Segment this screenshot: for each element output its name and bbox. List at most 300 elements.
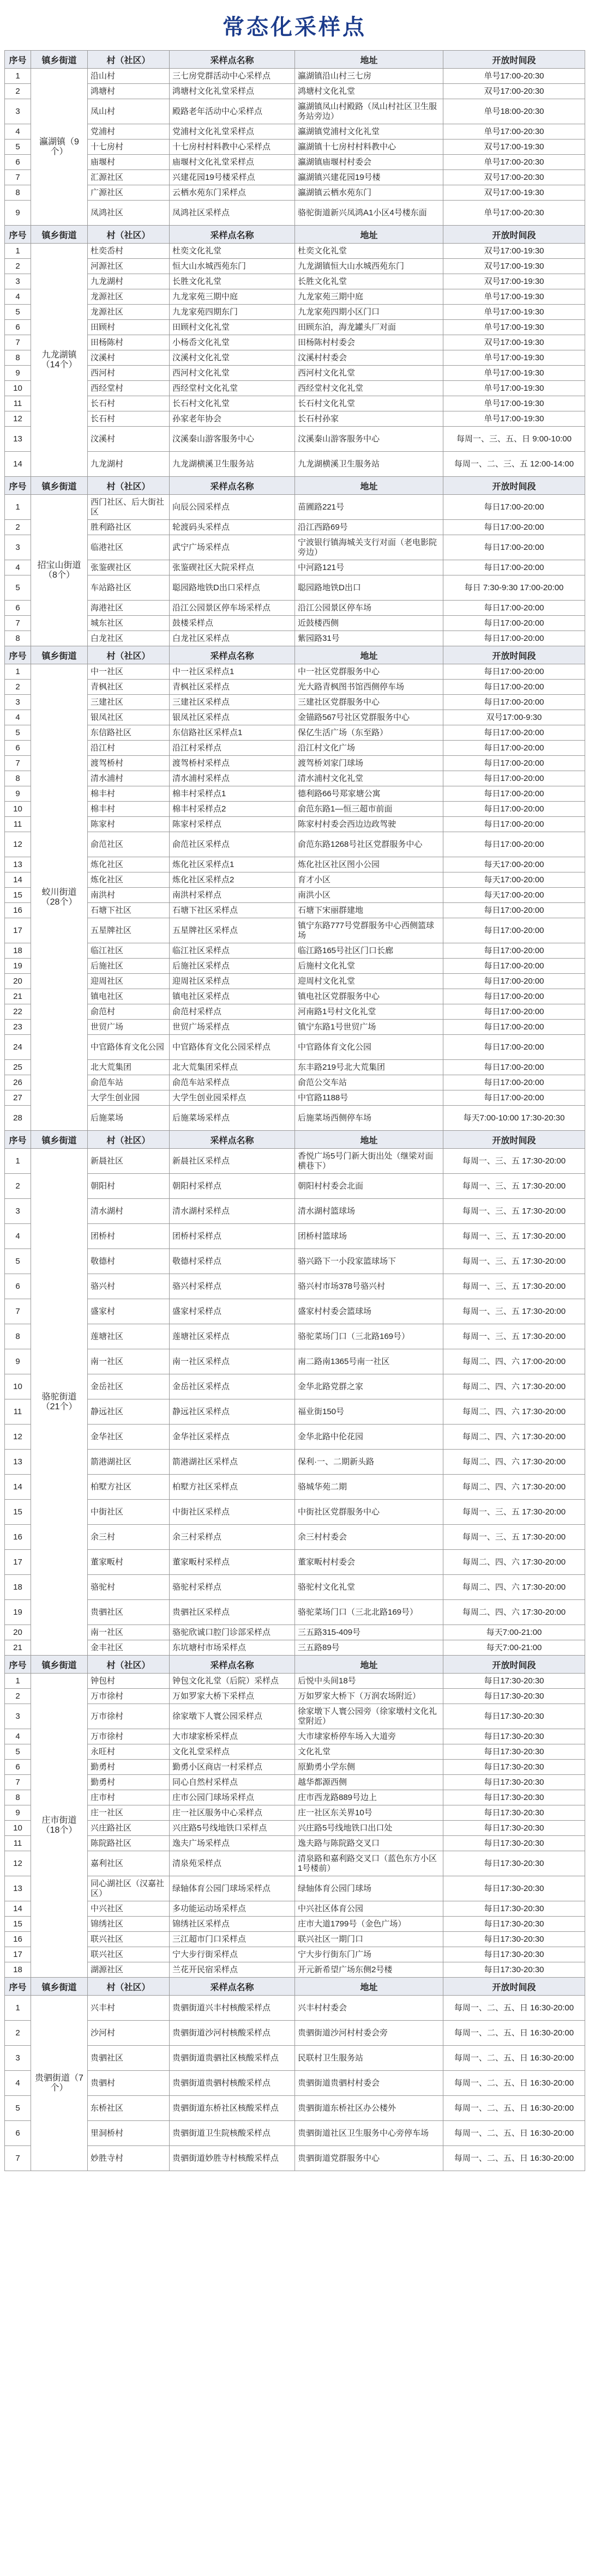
time-cell: 单号17:00-19:30 [443,320,585,335]
village-cell: 炼化社区 [88,857,170,872]
site-cell: 庄市公园门球场采样点 [170,1790,295,1805]
village-header: 村（社区） [88,1131,170,1149]
site-cell: 三七房党群活动中心采样点 [170,69,295,84]
site-cell: 贵驷街道兴丰村核酸采样点 [170,1996,295,2021]
village-cell: 大学生创业园 [88,1090,170,1106]
site-cell: 向辰公园采样点 [170,495,295,520]
table-row [5,1004,585,1020]
table-header-row [5,226,585,244]
site-cell: 金岳社区采样点 [170,1374,295,1399]
time-cell: 每周一、三、五 17:30-20:00 [443,1299,585,1324]
address-cell: 后施菜场西侧停车场 [295,1106,443,1131]
site-cell: 贵驷街道贵驷社区核酸采样点 [170,2046,295,2071]
address-header: 地址 [295,477,443,495]
time-cell: 每周一、三、五、日 9:00-10:00 [443,427,585,452]
seq-cell: 6 [5,2121,31,2146]
seq-cell: 13 [5,1876,31,1901]
site-cell: 鼓楼采样点 [170,616,295,631]
seq-cell: 4 [5,289,31,305]
seq-cell: 21 [5,1640,31,1656]
table-row [5,1349,585,1374]
table-row [5,1224,585,1249]
time-cell: 单号17:00-20:30 [443,155,585,170]
time-cell: 每周一、二、五、日 16:30-20:00 [443,2046,585,2071]
address-cell: 徐家墩下人寰公园旁（徐家墩村文化礼堂附近） [295,1704,443,1729]
village-cell: 三建社区 [88,695,170,710]
title-area [0,0,589,50]
site-cell: 中一社区采样点1 [170,664,295,680]
address-cell: 大市埭家桥停车场入大道旁 [295,1729,443,1744]
address-cell: 万如罗家大桥下（万润农场附近） [295,1689,443,1704]
address-cell: 长胜文化礼堂 [295,274,443,289]
site-cell: 沿江公园景区停车场采样点 [170,601,295,616]
seq-cell: 5 [5,305,31,320]
site-cell: 莲塘社区采样点 [170,1324,295,1349]
site-cell: 贵驷街道沙河村核酸采样点 [170,2021,295,2046]
time-cell: 单号17:00-19:30 [443,350,585,366]
village-cell: 十七房村 [88,140,170,155]
seq-cell: 6 [5,320,31,335]
site-cell: 东信路社区采样点1 [170,725,295,741]
village-cell: 金丰社区 [88,1640,170,1656]
seq-cell: 9 [5,201,31,226]
time-cell: 每日17:00-20:00 [443,1060,585,1075]
address-cell: 清泉路和嘉利路交叉口（蓝色东方小区1号楼前） [295,1851,443,1876]
time-cell: 每日17:00-20:00 [443,943,585,959]
time-cell: 每日17:30-20:30 [443,1917,585,1932]
site-cell: 轮渡码头采样点 [170,520,295,535]
table-row [5,1704,585,1729]
village-cell: 张鉴碶社区 [88,560,170,575]
address-cell: 东丰路219号北大荒集团 [295,1060,443,1075]
page-title: 常态化采样点 [223,15,366,39]
seq-cell: 17 [5,1947,31,1962]
table-row [5,2046,585,2071]
village-cell: 陈家村 [88,817,170,832]
time-cell: 每周一、二、五、日 16:30-20:00 [443,2096,585,2121]
time-cell: 每日17:00-20:00 [443,664,585,680]
address-header: 地址 [295,1131,443,1149]
site-cell: 九龙家苑四期东门 [170,305,295,320]
address-cell: 清水浦村文化礼堂 [295,771,443,786]
seq-cell: 14 [5,1475,31,1500]
site-cell: 俞范车站采样点 [170,1075,295,1090]
table-row [5,1550,585,1575]
address-cell: 瀛湖镇云栖水苑东门 [295,185,443,201]
seq-cell: 7 [5,2146,31,2171]
address-cell: 清水湖村篮球场 [295,1199,443,1224]
seq-cell: 9 [5,1805,31,1821]
address-cell: 瀛湖镇党浦村文化礼堂 [295,124,443,140]
address-cell: 德利路66号郑家塘公寓 [295,786,443,802]
table-header-row [5,646,585,664]
village-cell: 贵驷社区 [88,1600,170,1625]
table-header-row [5,1131,585,1149]
address-cell: 金锚路567号社区党群服务中心 [295,710,443,725]
seq-header: 序号 [5,1978,31,1996]
seq-cell: 14 [5,872,31,888]
seq-cell: 10 [5,802,31,817]
time-cell: 每天17:00-20:00 [443,888,585,903]
seq-cell: 2 [5,1174,31,1199]
time-cell: 每周一、二、五、日 16:30-20:00 [443,2071,585,2096]
seq-cell: 14 [5,452,31,477]
town-header: 镇乡街道 [31,1131,88,1149]
address-cell: 贵驷街道东桥社区办公楼外 [295,2096,443,2121]
village-header: 村（社区） [88,1978,170,1996]
address-cell: 沿江西路69号 [295,520,443,535]
table-row [5,1962,585,1978]
address-cell: 田杨陈村村委会 [295,335,443,350]
table-row [5,1425,585,1450]
village-cell: 骆兴村 [88,1274,170,1299]
address-cell: 长石村文化礼堂 [295,396,443,411]
table-row [5,1399,585,1425]
address-cell: 长石村孙家 [295,411,443,427]
village-cell: 盛家村 [88,1299,170,1324]
address-cell: 中兴社区体育公园 [295,1901,443,1917]
village-cell: 汶溪村 [88,350,170,366]
site-cell: 俞范村采样点 [170,1004,295,1020]
address-cell: 渡驾桥刘家门球场 [295,756,443,771]
time-cell: 每日17:30-20:30 [443,1760,585,1775]
seq-cell: 20 [5,974,31,989]
seq-cell: 2 [5,520,31,535]
time-cell: 每日17:00-20:00 [443,802,585,817]
village-cell: 中官路体育文化公园 [88,1035,170,1060]
site-cell: 西河村文化礼堂 [170,366,295,381]
site-cell: 万如罗家大桥下采样点 [170,1689,295,1704]
site-header: 采样点名称 [170,51,295,69]
village-cell: 世贸广场 [88,1020,170,1035]
seq-cell: 2 [5,259,31,274]
table-row [5,1836,585,1851]
site-cell: 十七房村村料教中心采样点 [170,140,295,155]
time-cell: 每周二、四、六 17:00-20:00 [443,1349,585,1374]
time-cell: 每周一、三、五 17:30-20:00 [443,1274,585,1299]
time-cell: 每日17:00-20:00 [443,631,585,646]
seq-header: 序号 [5,226,31,244]
village-cell: 广源社区 [88,185,170,201]
address-cell: 临江路165号社区门口长廊 [295,943,443,959]
village-cell: 车站路社区 [88,575,170,601]
address-cell: 瀛湖镇庙堰村村委会 [295,155,443,170]
address-cell: 福业街150号 [295,1399,443,1425]
site-cell: 恒大山水城西苑东门 [170,259,295,274]
site-cell: 九龙家苑三期中庭 [170,289,295,305]
village-cell: 胜利路社区 [88,520,170,535]
table-row [5,320,585,335]
table-row [5,680,585,695]
site-header: 采样点名称 [170,1978,295,1996]
village-cell: 俞范社区 [88,832,170,857]
site-cell: 兴庄路5号线地铁口采样点 [170,1821,295,1836]
time-cell: 双号17:00-20:30 [443,170,585,185]
village-cell: 朝阳村 [88,1174,170,1199]
seq-cell: 5 [5,140,31,155]
time-header: 开放时间段 [443,51,585,69]
seq-cell: 10 [5,381,31,396]
seq-cell: 4 [5,710,31,725]
village-cell: 余三村 [88,1525,170,1550]
address-cell: 保利·一、二期新头路 [295,1450,443,1475]
address-cell: 逸夫路与陈院路交叉口 [295,1836,443,1851]
seq-cell: 7 [5,1299,31,1324]
site-cell: 武宁广场采样点 [170,535,295,560]
village-cell: 兴丰村 [88,1996,170,2021]
town-header: 镇乡街道 [31,1656,88,1674]
site-cell: 文化礼堂采样点 [170,1744,295,1760]
address-cell: 南洪小区 [295,888,443,903]
time-cell: 双号17:00-19:30 [443,140,585,155]
seq-cell: 13 [5,857,31,872]
village-cell: 长石村 [88,411,170,427]
table-row [5,959,585,974]
time-header: 开放时间段 [443,1978,585,1996]
site-cell: 锦绣社区采样点 [170,1917,295,1932]
site-cell: 田顾村文化礼堂 [170,320,295,335]
time-cell: 每日17:00-20:00 [443,817,585,832]
site-cell: 镇电社区采样点 [170,989,295,1004]
site-cell: 云栖水苑东门采样点 [170,185,295,201]
table-row [5,1475,585,1500]
time-header: 开放时间段 [443,1131,585,1149]
table-row [5,1775,585,1790]
site-cell: 箭港湖社区采样点 [170,1450,295,1475]
address-cell: 九龙家苑三期中庭 [295,289,443,305]
table-row [5,244,585,259]
seq-cell: 15 [5,888,31,903]
town-header: 镇乡街道 [31,226,88,244]
village-cell: 俞范车站 [88,1075,170,1090]
time-cell: 每日17:00-20:00 [443,680,585,695]
time-cell: 每周二、四、六 17:30-20:00 [443,1399,585,1425]
village-cell: 银凤社区 [88,710,170,725]
address-cell: 汶溪秦山游客服务中心 [295,427,443,452]
seq-cell: 15 [5,1500,31,1525]
village-cell: 杜奕岙村 [88,244,170,259]
address-cell: 后悦中头间18号 [295,1674,443,1689]
time-cell: 每日17:00-20:00 [443,1035,585,1060]
seq-cell: 1 [5,244,31,259]
village-cell: 东信路社区 [88,725,170,741]
village-cell: 龙源社区 [88,289,170,305]
site-cell: 大市埭家桥采样点 [170,1729,295,1744]
seq-cell: 19 [5,1600,31,1625]
village-cell: 九龙湖村 [88,452,170,477]
site-cell: 贵驷街道东桥社区核酸采样点 [170,2096,295,2121]
time-header: 开放时间段 [443,1656,585,1674]
time-cell: 每日17:30-20:30 [443,1932,585,1947]
village-cell: 白龙社区 [88,631,170,646]
village-cell: 静远社区 [88,1399,170,1425]
site-cell: 朝阳村采样点 [170,1174,295,1199]
table-row [5,1249,585,1274]
address-cell: 镇电社区党群服务中心 [295,989,443,1004]
table-row [5,1805,585,1821]
village-cell: 永旺村 [88,1744,170,1760]
site-cell: 石塘下社区采样点 [170,903,295,918]
village-header: 村（社区） [88,51,170,69]
site-cell: 中官路体育文化公园采样点 [170,1035,295,1060]
village-header: 村（社区） [88,226,170,244]
address-cell: 兴庄路5号线地铁口出口处 [295,1821,443,1836]
address-cell: 三五路89号 [295,1640,443,1656]
table-row [5,155,585,170]
time-cell: 每日17:00-20:00 [443,601,585,616]
village-cell: 中街社区 [88,1500,170,1525]
address-cell: 骆兴村市场378号骆兴村 [295,1274,443,1299]
site-cell: 骆驼村采样点 [170,1575,295,1600]
site-cell: 南一社区采样点 [170,1349,295,1374]
time-header: 开放时间段 [443,477,585,495]
seq-cell: 20 [5,1625,31,1640]
time-cell: 每日17:00-20:00 [443,918,585,943]
village-cell: 敬德村 [88,1249,170,1274]
time-cell: 单号17:00-19:30 [443,366,585,381]
village-cell: 临江社区 [88,943,170,959]
address-cell: 越华都源西侧 [295,1775,443,1790]
address-cell: 九龙湖镇恒大山水城西苑东门 [295,259,443,274]
town-cell: 庄市街道（18个） [31,1674,88,1978]
time-cell: 双号17:00-19:30 [443,335,585,350]
table-row [5,140,585,155]
site-cell: 北大荒集团采样点 [170,1060,295,1075]
table-row [5,756,585,771]
time-cell: 每周一、三、五 17:30-20:00 [443,1199,585,1224]
address-cell: 开元新希望广场东侧2号楼 [295,1962,443,1978]
table-row [5,2146,585,2171]
seq-cell: 11 [5,396,31,411]
time-cell: 每日17:00-20:00 [443,741,585,756]
village-cell: 董家畈村 [88,1550,170,1575]
site-cell: 庄一社区服务中心采样点 [170,1805,295,1821]
village-header: 村（社区） [88,1656,170,1674]
village-cell: 万市徐村 [88,1729,170,1744]
time-cell: 每周一、三、五 17:30-20:00 [443,1324,585,1349]
time-cell: 每日17:30-20:30 [443,1901,585,1917]
address-header: 地址 [295,1656,443,1674]
address-cell: 瀛湖镇凤山村殿路（凤山村社区卫生服务站旁边） [295,99,443,124]
table-row [5,857,585,872]
time-cell: 单号18:00-20:30 [443,99,585,124]
site-cell: 凤鸿社区采样点 [170,201,295,226]
table-row [5,1060,585,1075]
village-cell: 沿江村 [88,741,170,756]
address-cell: 董家畈村村委会 [295,1550,443,1575]
time-cell: 单号17:00-20:30 [443,124,585,140]
address-cell: 陈家村村委会西边边政驾驶 [295,817,443,832]
table-row [5,725,585,741]
time-cell: 每天7:00-21:00 [443,1640,585,1656]
seq-cell: 8 [5,350,31,366]
address-cell: 余三村村委会 [295,1525,443,1550]
village-cell: 石塘下社区 [88,903,170,918]
table-row [5,888,585,903]
table-row [5,918,585,943]
town-cell: 贵驷街道（7个） [31,1996,88,2171]
table-row [5,832,585,857]
time-cell: 每周二、四、六 17:30-20:00 [443,1475,585,1500]
town-cell: 九龙湖镇（14个） [31,244,88,477]
seq-header: 序号 [5,51,31,69]
time-cell: 每周一、三、五 17:30-20:00 [443,1174,585,1199]
table-body [5,51,585,2171]
seq-cell: 16 [5,1525,31,1550]
address-cell: 香悦广场5号门新大街出处（继梁对面横巷下） [295,1149,443,1174]
time-cell: 每天17:00-20:00 [443,872,585,888]
table-row [5,535,585,560]
village-header: 村（社区） [88,646,170,664]
address-cell: 兴丰村村委会 [295,1996,443,2021]
seq-cell: 7 [5,335,31,350]
village-cell: 汇源社区 [88,170,170,185]
site-header: 采样点名称 [170,646,295,664]
address-cell: 贵驷街道党群服务中心 [295,2146,443,2171]
time-cell: 每日17:00-20:00 [443,989,585,1004]
time-cell: 每天7:00-21:00 [443,1625,585,1640]
site-cell: 青枫社区采样点 [170,680,295,695]
village-cell: 俞范村 [88,1004,170,1020]
seq-cell: 18 [5,1575,31,1600]
address-cell: 紫园路31号 [295,631,443,646]
table-row [5,2021,585,2046]
table-row [5,305,585,320]
seq-cell: 4 [5,1729,31,1744]
address-cell: 保亿生活广场（东至路） [295,725,443,741]
village-cell: 五星牌社区 [88,918,170,943]
village-cell: 西经堂村 [88,381,170,396]
village-cell: 万市徐村 [88,1689,170,1704]
address-cell: 金华北路中伦花园 [295,1425,443,1450]
time-cell: 单号17:00-20:30 [443,201,585,226]
village-cell: 沿山村 [88,69,170,84]
village-cell: 万市徐村 [88,1704,170,1729]
seq-cell: 8 [5,771,31,786]
village-cell: 里洞桥村 [88,2121,170,2146]
seq-cell: 4 [5,560,31,575]
seq-cell: 1 [5,1674,31,1689]
time-cell: 每日17:30-20:30 [443,1821,585,1836]
table-row [5,1947,585,1962]
site-cell: 俞范社区采样点 [170,832,295,857]
village-cell: 清水浦村 [88,771,170,786]
seq-cell: 8 [5,185,31,201]
site-cell: 同心自然村采样点 [170,1775,295,1790]
time-cell: 单号17:00-20:30 [443,69,585,84]
seq-cell: 11 [5,1399,31,1425]
village-cell: 南洪村 [88,888,170,903]
time-cell: 每周二、四、六 17:30-20:00 [443,1550,585,1575]
village-cell: 新晨社区 [88,1149,170,1174]
seq-cell: 24 [5,1035,31,1060]
table-row [5,989,585,1004]
village-cell: 中一社区 [88,664,170,680]
seq-cell: 21 [5,989,31,1004]
village-cell: 棉丰村 [88,802,170,817]
address-cell: 俞范东路1268号社区党群服务中心 [295,832,443,857]
seq-cell: 1 [5,1149,31,1174]
table-row [5,1760,585,1775]
village-cell: 迎周社区 [88,974,170,989]
village-cell: 联兴社区 [88,1932,170,1947]
time-cell: 每日 7:30-9:30 17:00-20:00 [443,575,585,601]
address-cell: 炼化社区社区图小公园 [295,857,443,872]
time-cell: 每日17:00-20:00 [443,695,585,710]
village-cell: 柏墅方社区 [88,1475,170,1500]
table-row [5,1640,585,1656]
seq-cell: 8 [5,1790,31,1805]
